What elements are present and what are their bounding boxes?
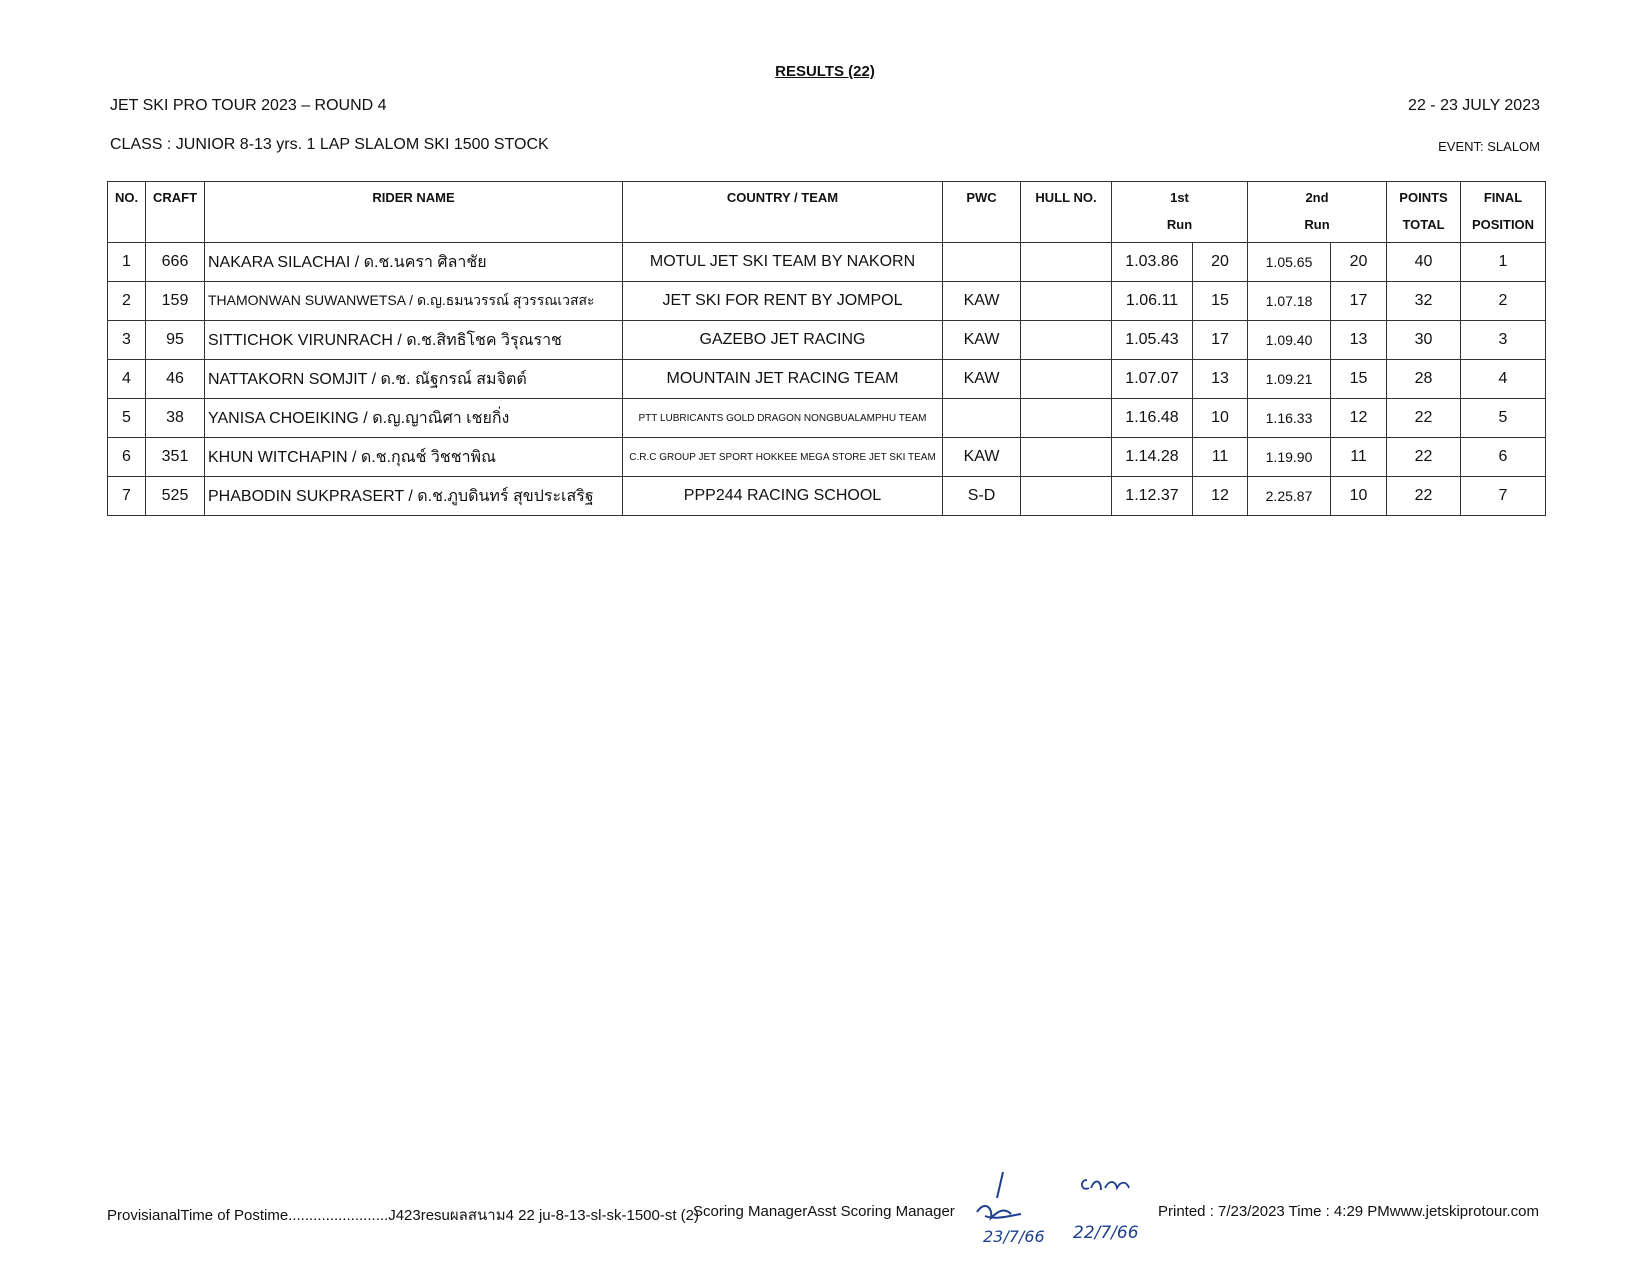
cell-run1-time: 1.06.11 [1112,282,1193,321]
cell-run2-time: 2.25.87 [1248,477,1331,516]
cell-craft: 525 [146,477,205,516]
cell-pwc: KAW [943,360,1021,399]
table-row [108,438,1546,477]
col-team: COUNTRY / TEAM [623,182,943,243]
cell-final-position: 1 [1461,243,1546,282]
cell-points-total: 22 [1387,438,1461,477]
cell-points-total: 22 [1387,477,1461,516]
cell-points-total: 28 [1387,360,1461,399]
table-row [108,399,1546,438]
cell-hull [1021,399,1112,438]
cell-team: C.R.C GROUP JET SPORT HOKKEE MEGA STORE JET SKI TEAM [623,438,943,477]
cell-no: 6 [108,438,146,477]
cell-team: MOTUL JET SKI TEAM BY NAKORN [623,243,943,282]
cell-pwc [943,243,1021,282]
cell-rider: SITTICHOK VIRUNRACH / ด.ช.สิทธิโชค วิรุณราช [205,321,623,360]
cell-team: JET SKI FOR RENT BY JOMPOL [623,282,943,321]
cell-hull [1021,282,1112,321]
cell-run2-time: 1.09.40 [1248,321,1331,360]
cell-run2-time: 1.09.21 [1248,360,1331,399]
cell-run2-points: 10 [1331,477,1387,516]
cell-run1-points: 11 [1193,438,1248,477]
footer-provisional: ProvisianalTime of Postime........................J423resuผลสนาม4 22 ju-8-13-sl-sk-1500-st (2) [107,1207,700,1224]
cell-final-position: 2 [1461,282,1546,321]
cell-hull [1021,321,1112,360]
cell-no: 2 [108,282,146,321]
cell-run1-time: 1.07.07 [1112,360,1193,399]
footer-printed: Printed : 7/23/2023 Time : 4:29 PMwww.jetskiprotour.com [1158,1203,1540,1220]
cell-run1-time: 1.16.48 [1112,399,1193,438]
cell-points-total: 30 [1387,321,1461,360]
cell-run2-time: 1.07.18 [1248,282,1331,321]
cell-run1-time: 1.12.37 [1112,477,1193,516]
cell-final-position: 6 [1461,438,1546,477]
cell-rider: NAKARA SILACHAI / ด.ช.นครา ศิลาชัย [205,243,623,282]
cell-final-position: 7 [1461,477,1546,516]
cell-pwc: KAW [943,282,1021,321]
cell-rider: YANISA CHOEIKING / ด.ญ.ญาณิศา เชยกิ่ง [205,399,623,438]
cell-run1-points: 12 [1193,477,1248,516]
col-points: POINTS TOTAL [1387,182,1461,243]
cell-points-total: 32 [1387,282,1461,321]
cell-final-position: 4 [1461,360,1546,399]
event-type: EVENT: SLALOM [1438,139,1540,154]
cell-run2-time: 1.16.33 [1248,399,1331,438]
cell-no: 4 [108,360,146,399]
col-run2: 2nd Run [1248,182,1387,243]
cell-craft: 38 [146,399,205,438]
cell-run1-time: 1.05.43 [1112,321,1193,360]
cell-pwc: KAW [943,321,1021,360]
cell-no: 1 [108,243,146,282]
cell-hull [1021,477,1112,516]
cell-run2-points: 17 [1331,282,1387,321]
cell-run1-time: 1.14.28 [1112,438,1193,477]
col-craft: CRAFT [146,182,205,243]
cell-pwc: KAW [943,438,1021,477]
cell-no: 7 [108,477,146,516]
table-row [108,477,1546,516]
cell-run1-points: 15 [1193,282,1248,321]
class-line: CLASS : JUNIOR 8-13 yrs. 1 LAP SLALOM SKI 1500 STOCK [110,136,549,153]
cell-hull [1021,243,1112,282]
table-row [108,321,1546,360]
cell-run1-points: 13 [1193,360,1248,399]
cell-no: 5 [108,399,146,438]
cell-no: 3 [108,321,146,360]
cell-run2-time: 1.19.90 [1248,438,1331,477]
cell-team: PTT LUBRICANTS GOLD DRAGON NONGBUALAMPHU TEAM [623,399,943,438]
cell-hull [1021,438,1112,477]
cell-rider: NATTAKORN SOMJIT / ด.ช. ณัฐกรณ์ สมจิตต์ [205,360,623,399]
cell-pwc: S-D [943,477,1021,516]
table-row [108,243,1546,282]
cell-run2-points: 11 [1331,438,1387,477]
cell-run2-points: 15 [1331,360,1387,399]
cell-team: PPP244 RACING SCHOOL [623,477,943,516]
results-title: RESULTS (22) [775,63,875,80]
col-no: NO. [108,182,146,243]
event-dates: 22 - 23 JULY 2023 [1408,97,1540,114]
cell-final-position: 3 [1461,321,1546,360]
footer-scoring: Scoring ManagerAsst Scoring Manager [693,1203,955,1220]
cell-points-total: 22 [1387,399,1461,438]
cell-run1-points: 10 [1193,399,1248,438]
table-row [108,360,1546,399]
cell-final-position: 5 [1461,399,1546,438]
col-rider: RIDER NAME [205,182,623,243]
cell-rider: PHABODIN SUKPRASERT / ด.ช.ภูบดินทร์ สุขประเสริฐ [205,477,623,516]
cell-craft: 95 [146,321,205,360]
cell-craft: 159 [146,282,205,321]
cell-hull [1021,360,1112,399]
signature-date-1: 23/7/66 [983,1227,1045,1246]
cell-run2-points: 20 [1331,243,1387,282]
header-row [108,182,1546,243]
cell-team: MOUNTAIN JET RACING TEAM [623,360,943,399]
cell-run2-points: 13 [1331,321,1387,360]
col-final: FINAL POSITION [1461,182,1546,243]
cell-run1-points: 20 [1193,243,1248,282]
results-table [107,181,1546,516]
col-hull: HULL NO. [1021,182,1112,243]
cell-points-total: 40 [1387,243,1461,282]
cell-craft: 666 [146,243,205,282]
cell-pwc [943,399,1021,438]
cell-craft: 46 [146,360,205,399]
cell-run2-points: 12 [1331,399,1387,438]
handwritten-signature [975,1170,1155,1250]
cell-rider: KHUN WITCHAPIN / ด.ช.กุณช์ วิชชาพิณ [205,438,623,477]
cell-run1-time: 1.03.86 [1112,243,1193,282]
event-name: JET SKI PRO TOUR 2023 – ROUND 4 [110,97,387,114]
table-row [108,282,1546,321]
col-run1: 1st Run [1112,182,1248,243]
signature-date-2: 22/7/66 [1073,1223,1139,1243]
cell-rider: THAMONWAN SUWANWETSA / ด.ญ.ธมนวรรณ์ สุวรรณเวสสะ [205,282,623,321]
cell-run2-time: 1.05.65 [1248,243,1331,282]
cell-run1-points: 17 [1193,321,1248,360]
cell-craft: 351 [146,438,205,477]
col-pwc: PWC [943,182,1021,243]
cell-team: GAZEBO JET RACING [623,321,943,360]
